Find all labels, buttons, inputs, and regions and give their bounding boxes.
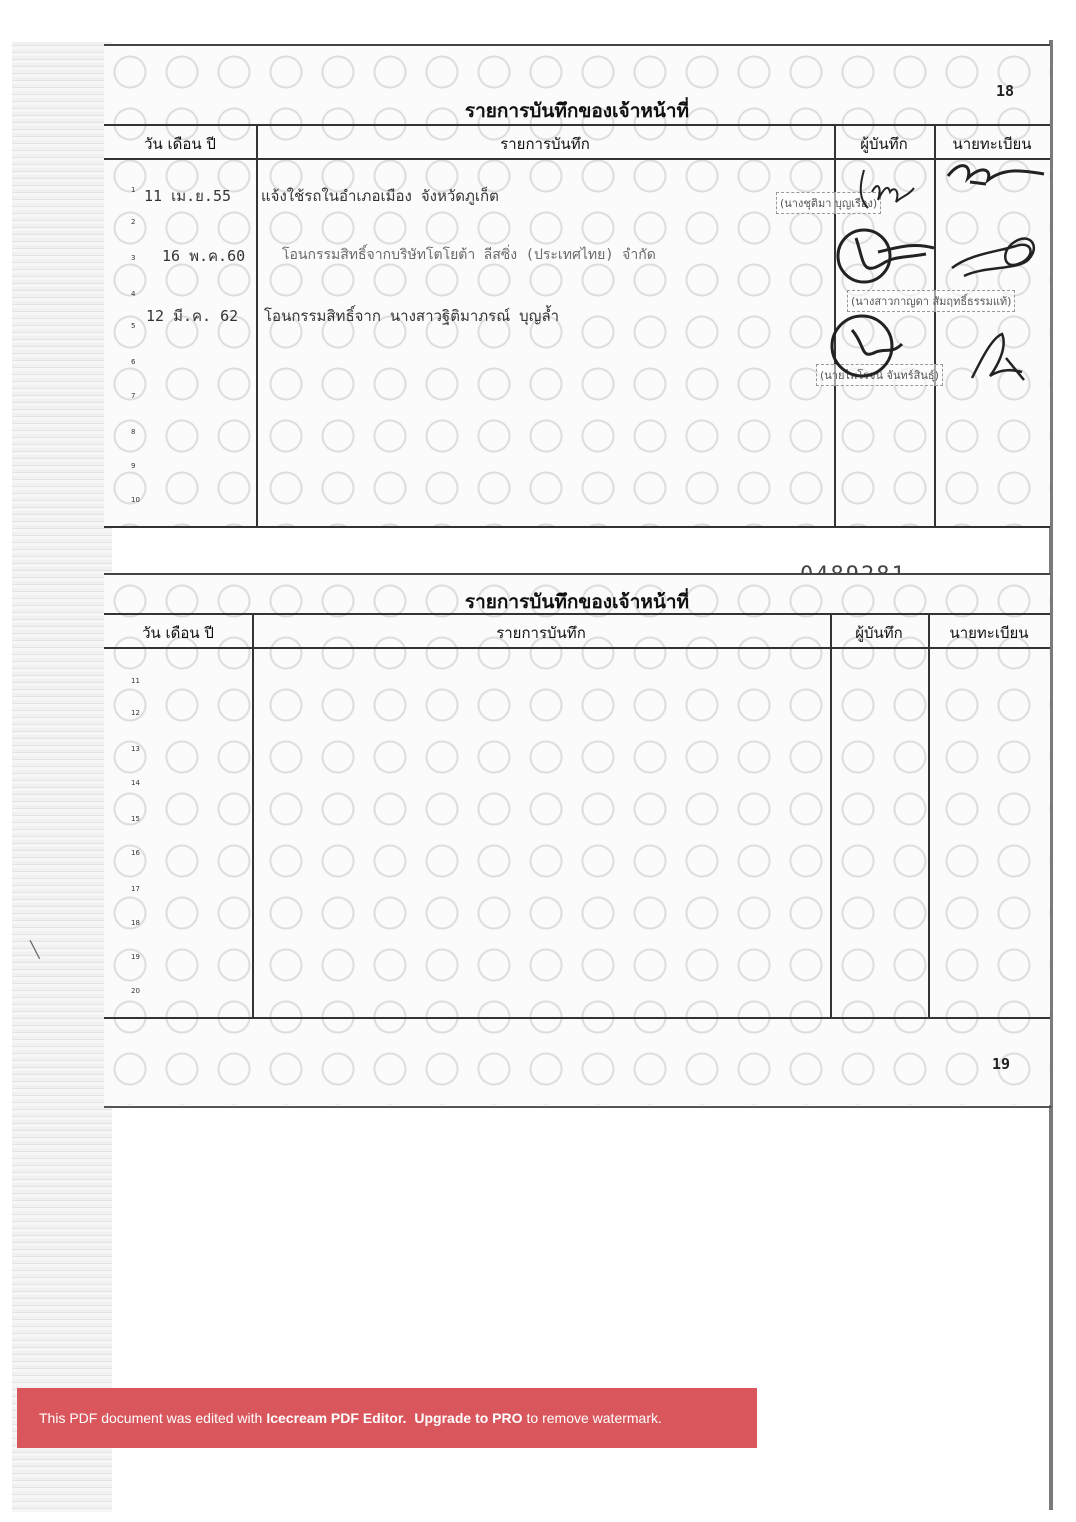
header-registrar: นายทะเบียน bbox=[949, 624, 1029, 642]
col-divider-3 bbox=[934, 124, 936, 528]
row-number: 15 bbox=[131, 815, 140, 823]
watermark-banner[interactable] bbox=[17, 1388, 757, 1448]
table-bottom-line bbox=[104, 526, 1050, 528]
page-number: 18 bbox=[995, 82, 1014, 100]
row-number: 8 bbox=[131, 428, 136, 436]
officer-name-stamp: (นายไพโรจน์ จันทร์สินธุ์) bbox=[816, 364, 943, 386]
row-number: 18 bbox=[131, 919, 140, 927]
watermark-suffix: to remove watermark. bbox=[526, 1410, 662, 1426]
watermark-prefix: This PDF document was edited with bbox=[39, 1410, 263, 1426]
col-divider-1 bbox=[252, 613, 254, 1019]
row-number: 17 bbox=[131, 885, 140, 893]
entry-date: 12 มี.ค. 62 bbox=[146, 307, 239, 325]
row-number: 12 bbox=[131, 709, 140, 717]
record-sheet-page-19 bbox=[104, 573, 1050, 1105]
row-number: 4 bbox=[131, 290, 136, 298]
page-number: 19 bbox=[991, 1055, 1010, 1073]
row-number: 7 bbox=[131, 392, 136, 400]
table-top-line bbox=[104, 613, 1050, 615]
signature-icon bbox=[940, 154, 1050, 194]
table-top-line bbox=[104, 124, 1050, 126]
col-divider-2 bbox=[830, 613, 832, 1019]
watermark-brand: Icecream PDF Editor. bbox=[266, 1410, 407, 1426]
header-record: รายการบันทึก bbox=[496, 624, 586, 642]
signature-icon bbox=[834, 218, 944, 294]
entry-text: แจ้งใช้รถในอำเภอเมือง จังหวัดภูเก็ต bbox=[261, 187, 499, 205]
row-number: 10 bbox=[131, 496, 140, 504]
row-number: 6 bbox=[131, 358, 136, 366]
entry-date: 16 พ.ค.60 bbox=[162, 247, 246, 265]
stray-mark: ╲ bbox=[30, 940, 40, 959]
signature-icon bbox=[844, 162, 924, 218]
entry-text: โอนกรรมสิทธิ์จากบริษัทโตโยต้า ลีสซิ่ง (ประเทศไทย) จำกัด bbox=[282, 247, 656, 263]
row-number: 16 bbox=[131, 849, 140, 857]
sheet-bottom-border bbox=[104, 1106, 1052, 1108]
signature-icon bbox=[944, 218, 1048, 290]
col-divider-1 bbox=[256, 124, 258, 528]
header-date: วัน เดือน ปี bbox=[144, 135, 216, 153]
row-number: 1 bbox=[131, 186, 136, 194]
scan-edge-left bbox=[12, 42, 112, 1512]
record-sheet-page-18 bbox=[104, 44, 1050, 528]
row-number: 19 bbox=[131, 953, 140, 961]
entry-date: 11 เม.ย.55 bbox=[144, 187, 232, 205]
row-number: 11 bbox=[131, 677, 140, 685]
header-recorder: ผู้บันทึก bbox=[855, 624, 903, 642]
col-divider-3 bbox=[928, 613, 930, 1019]
row-number: 3 bbox=[131, 254, 136, 262]
header-date: วัน เดือน ปี bbox=[142, 624, 214, 642]
header-recorder: ผู้บันทึก bbox=[860, 135, 908, 153]
header-bottom-line bbox=[104, 647, 1050, 649]
header-record: รายการบันทึก bbox=[500, 135, 590, 153]
row-number: 14 bbox=[131, 779, 140, 787]
row-number: 13 bbox=[131, 745, 140, 753]
row-number: 9 bbox=[131, 462, 136, 470]
sheet-title: รายการบันทึกของเจ้าหน้าที่ bbox=[464, 591, 690, 613]
row-number: 20 bbox=[131, 987, 140, 995]
signature-icon bbox=[816, 310, 916, 380]
row-number: 5 bbox=[131, 322, 136, 330]
sheet-title: รายการบันทึกของเจ้าหน้าที่ bbox=[464, 100, 690, 122]
header-registrar: นายทะเบียน bbox=[952, 135, 1032, 153]
signature-icon bbox=[962, 328, 1034, 388]
table-bottom-line bbox=[104, 1017, 1050, 1019]
entry-text: โอนกรรมสิทธิ์จาก นางสาวฐิติมาภรณ์ บุญล้ำ bbox=[264, 307, 560, 325]
officer-name-stamp: (นางชุติมา บุญเรือง) bbox=[776, 192, 881, 214]
upgrade-link[interactable]: Upgrade to PRO bbox=[414, 1410, 523, 1426]
header-bottom-line bbox=[104, 158, 1050, 160]
officer-name-stamp: (นางสาวกาญดา สัมฤทธิ์ธรรมแท้) bbox=[847, 290, 1015, 312]
row-number: 2 bbox=[131, 218, 136, 226]
